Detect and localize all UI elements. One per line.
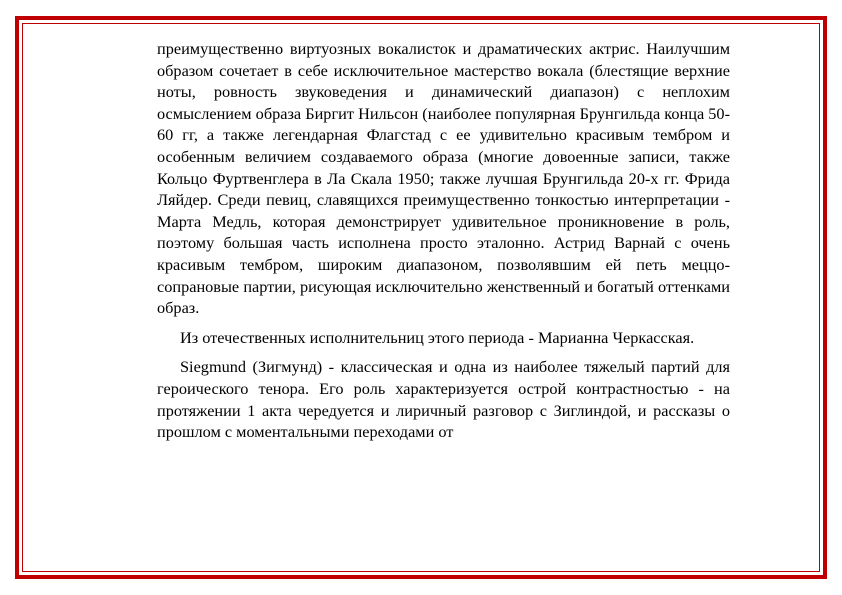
paragraph-2: Из отечественных исполнительниц этого периода - Марианна Черкасская.: [180, 327, 695, 347]
document-body: [157, 38, 730, 443]
paragraph-3: Siegmund (Зигмунд) - классическая и одна из наиболее тяжелый партий для героического тенора. Его роль характеризуется острой контрастностью - на протяжении 1 акта чередуется и лиричный разговор с Зиглиндой, и рассказы о прошлом с моментальными переходами от: [157, 357, 730, 442]
paragraph-1: преимущественно виртуозных вокалисток и драматических актрис. Наилучшим образом сочетает в себе исключительное мастерство вокала (блестящие верхние ноты, ровность звуковедения и динамический диапазон) с неплохим осмыслением образа Биргит Нильсон (наиболее популярная Брунгильда конца 50-60 гг, а также легендарная Флагстад с ее удивительно красивым тембром и особенным величием создаваемого образа (многие довоенные записи, также Кольцо Фуртвенглера в Ла Скала 1950; также лучшая Брунгильда 20-х гг. Фрида Ляйдер. Среди певиц, славящихся преимущественно тонкостью интерпретации - Марта Медль, которая демонстрирует удивительное проникновение в роль, поэтому большая часть исполнена просто эталонно. Астрид Варнай с очень красивым тембром, широким диапазоном, позволявшим ей петь меццо-сопрановые партии, рисующая исключительно женственный и богатый оттенками образ.: [157, 39, 730, 318]
